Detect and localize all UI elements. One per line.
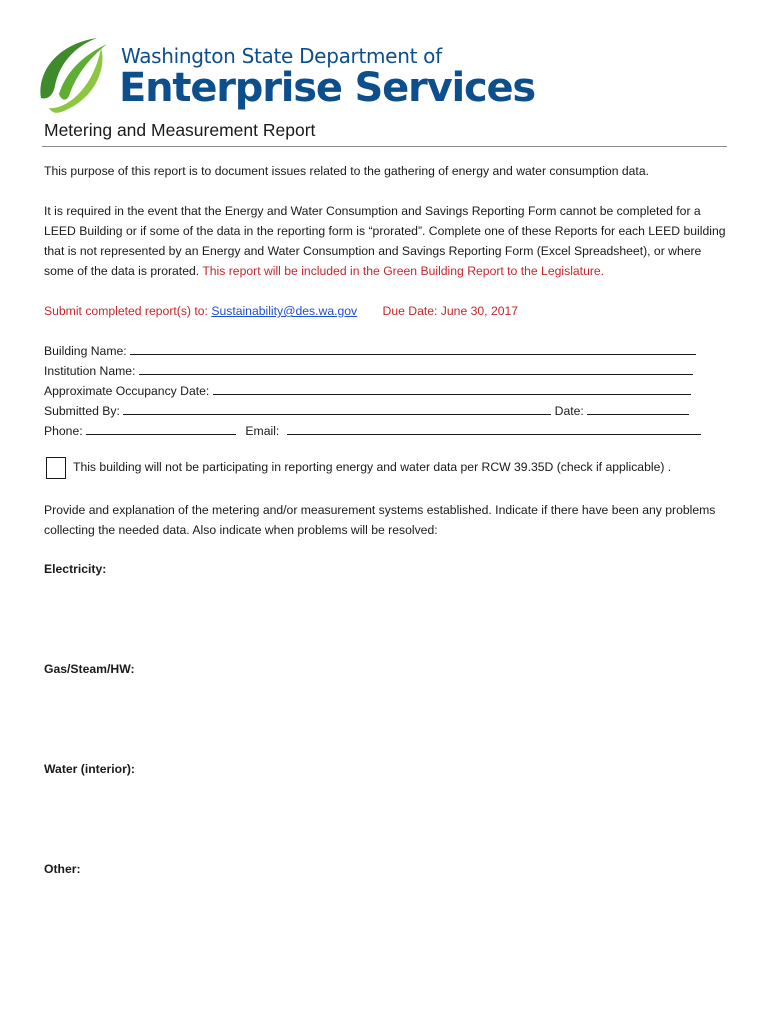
- gas-heading: Gas/Steam/HW:: [44, 662, 135, 676]
- title-divider: [42, 146, 727, 147]
- email-field[interactable]: [287, 422, 701, 435]
- building-name-label: Building Name:: [44, 344, 127, 358]
- building-name-field[interactable]: [130, 342, 696, 355]
- date-field[interactable]: [587, 402, 689, 415]
- legislature-note: This report will be included in the Green Building Report to the Legislature.: [202, 264, 605, 278]
- water-heading: Water (interior):: [44, 762, 135, 776]
- institution-name-label: Institution Name:: [44, 364, 136, 378]
- submitted-by-row: [44, 401, 689, 421]
- building-name-row: [44, 341, 696, 361]
- page-title: Metering and Measurement Report: [44, 120, 316, 140]
- electricity-heading: Electricity:: [44, 562, 107, 576]
- occupancy-date-field[interactable]: [213, 382, 691, 395]
- logo-line-1: Washington State Department of: [121, 44, 442, 68]
- contact-row: [44, 421, 701, 441]
- submit-label: Submit completed report(s) to:: [44, 304, 208, 318]
- phone-label: Phone:: [44, 424, 83, 438]
- optout-label: This building will not be participating in reporting energy and water data per RCW 39.35D (check if applicable) .: [73, 460, 672, 474]
- optout-checkbox[interactable]: [46, 457, 66, 479]
- due-date: Due Date: June 30, 2017: [382, 304, 519, 318]
- purpose-text: This purpose of this report is to document issues related to the gathering of energy and water consumption data.: [44, 164, 649, 178]
- submitted-by-label: Submitted By:: [44, 404, 120, 418]
- requirement-text: It is required in the event that the Energy and Water Consumption and Savings Reporting Form cannot be completed for a LEED Building or if some of the data in the reporting form is “prorated”. Complete one of these Reports for each LEED building that is not represented by an Energy and Water Consumption and Savings Reporting Form (Excel Spreadsheet), or where some of the data is prorated.: [44, 204, 726, 278]
- institution-name-row: [44, 361, 693, 381]
- email-label: Email:: [245, 424, 280, 438]
- logo-line-2: Enterprise Services: [119, 65, 536, 111]
- instructions-text: Provide and explanation of the metering and/or measurement systems established. Indicate if there have been any problems collecting the needed data. Also indicate when problems will be resolved:: [44, 503, 716, 537]
- date-label: Date:: [554, 404, 584, 418]
- requirement-paragraph: [44, 201, 734, 281]
- submit-line: [44, 301, 518, 321]
- occupancy-date-row: [44, 381, 691, 401]
- other-heading: Other:: [44, 862, 81, 876]
- occupancy-date-label: Approximate Occupancy Date:: [44, 384, 210, 398]
- submitted-by-field[interactable]: [123, 402, 551, 415]
- institution-name-field[interactable]: [139, 362, 693, 375]
- submit-email-link[interactable]: Sustainability@des.wa.gov: [211, 304, 358, 318]
- phone-field[interactable]: [86, 422, 236, 435]
- des-logo: [35, 34, 536, 116]
- swoosh-logo-icon: [35, 34, 121, 116]
